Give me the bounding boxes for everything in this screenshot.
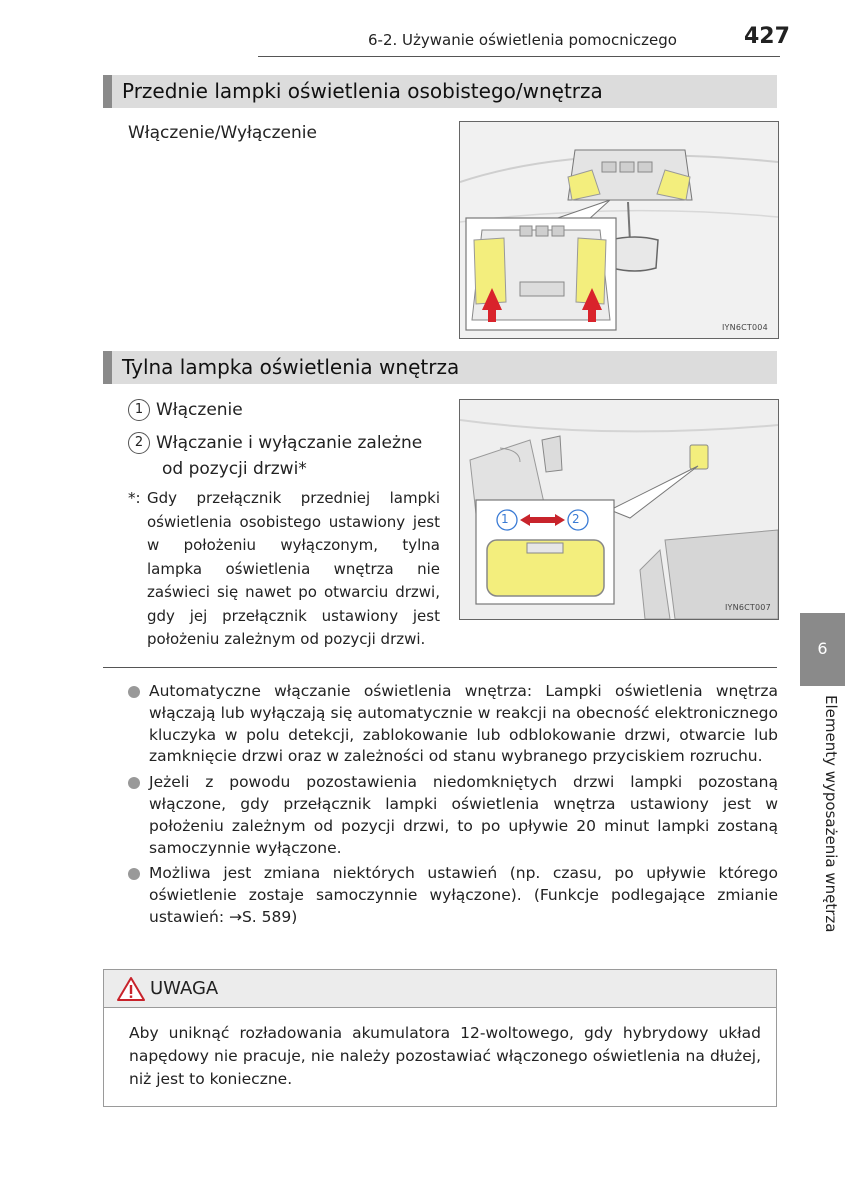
front-lamp-drawing (460, 122, 778, 338)
chapter-tab (800, 613, 845, 686)
list-item (128, 681, 778, 768)
figure-label-2: 2 (572, 512, 580, 526)
bullet-dot-icon (128, 777, 140, 789)
rear-lamp-illustration (459, 399, 779, 620)
footnote (128, 487, 440, 652)
chapter-label: Elementy wyposażenia wnętrza (822, 695, 840, 933)
caution-title: UWAGA (150, 978, 219, 999)
footnote-text: Gdy przełącznik przedniej lampki oświetlenia osobistego ustawiony jest w położeniu wyłączonym, tylna lampka oświetlenia wnętrza nie zaświeci się nawet po otwarciu drzwi, gdy jej przełącznik ustawiony jest położeniu zależnym od pozycji drzwi. (147, 489, 440, 648)
header-rule (258, 56, 780, 57)
bullet-dot-icon (128, 686, 140, 698)
section-heading-bar-front (103, 75, 777, 108)
warning-triangle-icon (116, 976, 146, 1002)
item-2-text-line2: od pozycji drzwi* (162, 459, 307, 479)
section-heading-bar-rear (103, 351, 777, 384)
item-1-text: Włączenie (156, 400, 243, 420)
front-lamp-onoff-text: Włączenie/Wyłączenie (128, 123, 317, 143)
running-header-section: 6-2. Używanie oświetlenia pomocniczego (368, 31, 677, 49)
list-item (128, 863, 778, 928)
list-item (128, 772, 778, 859)
bullet-text: Jeżeli z powodu pozostawienia niedomkniętych drzwi lampki pozostaną włączone, gdy przełącznik lampki oświetlenia wnętrza ustawiony jest w położeniu zależnym od pozycji drzwi, to po upływie 20 minut lampki zostaną samoczynnie wyłączone. (149, 773, 778, 857)
section-divider (103, 667, 777, 668)
chapter-number: 6 (817, 639, 828, 658)
caution-text: Aby uniknąć rozładowania akumulatora 12-woltowego, gdy hybrydowy układ napędowy nie pracuje, nie należy pozostawiać włączonego oświetlenia na dłużej, niż jest to konieczne. (129, 1024, 761, 1088)
footnote-marker: *: (128, 489, 141, 507)
item-number-badge: 2 (128, 432, 150, 454)
section-title-rear-lamp: Tylna lampka oświetlenia wnętrza (122, 355, 460, 379)
info-bullet-list (128, 681, 778, 933)
figure-code-front: IYN6CT004 (722, 323, 768, 332)
caution-header (104, 970, 776, 1008)
bullet-text: Możliwa jest zmiana niektórych ustawień (np. czasu, po upływie którego oświetlenie zostaje samoczynnie wyłączone). (Funkcje podlegające zmianie ustawień: →S. 589) (149, 864, 778, 926)
caution-box (103, 969, 777, 1107)
item-number-badge: 1 (128, 399, 150, 421)
rear-lamp-item-1 (128, 398, 243, 422)
figure-code-rear: IYN6CT007 (725, 603, 771, 612)
rear-lamp-drawing (460, 400, 778, 619)
page-number: 427 (744, 24, 790, 49)
item-2-text-line1: Włączanie i wyłączanie zależne (156, 433, 423, 453)
figure-label-1: 1 (501, 512, 509, 526)
section-title-front-lamps: Przednie lampki oświetlenia osobistego/wnętrza (122, 79, 603, 103)
front-lamp-illustration (459, 121, 779, 339)
bullet-dot-icon (128, 868, 140, 880)
rear-lamp-item-2 (128, 431, 422, 455)
bullet-text: Automatyczne włączanie oświetlenia wnętrza: Lampki oświetlenia wnętrza włączają lub wyłączają się automatycznie w reakcji na obecność elektronicznego kluczyka w polu detekcji, zablokowanie lub odblokowanie drzwi, otwarcie lub zamknięcie drzwi oraz w zależności od stanu wybranego przyciskiem rozruchu. (149, 682, 778, 766)
